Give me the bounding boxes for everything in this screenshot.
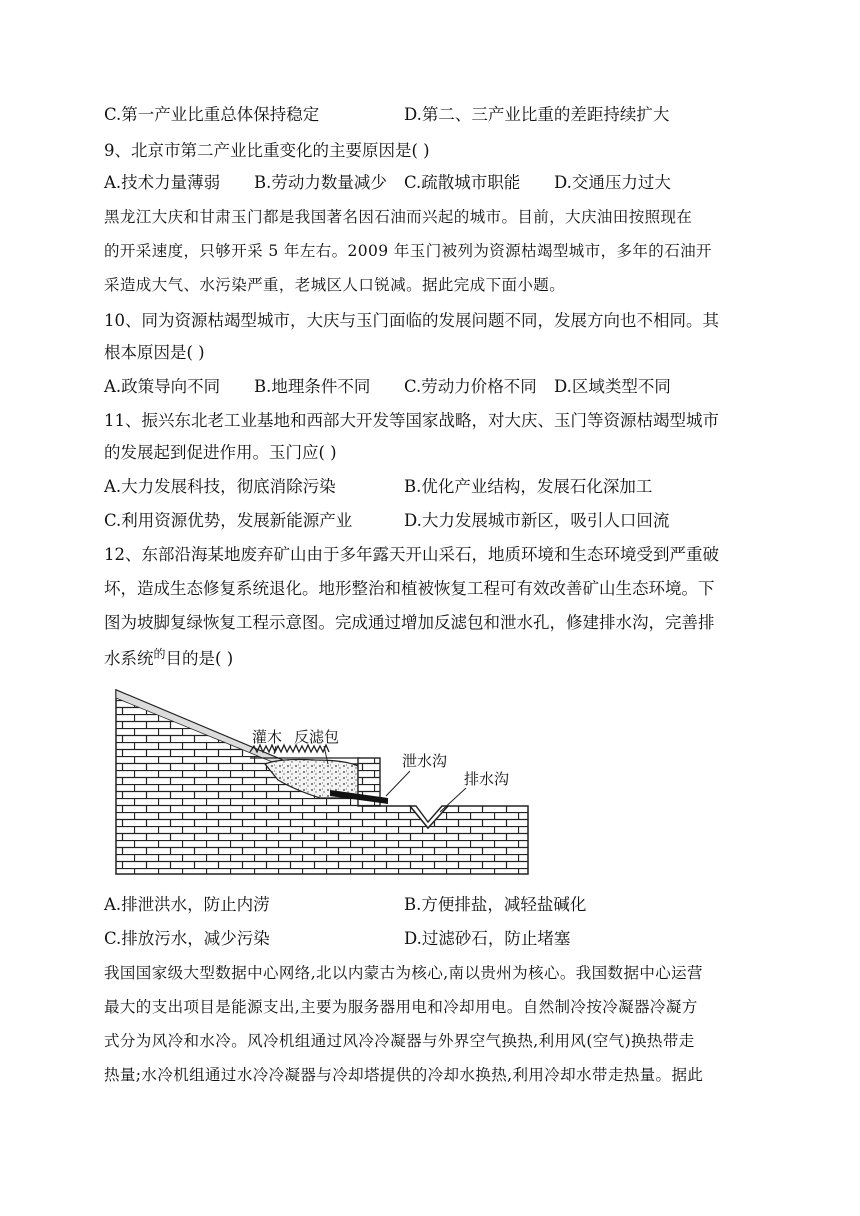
q12-stem-line: 12、东部沿海某地废弃矿山由于多年露天开山采石，地质环境和生态环境受到严重破 (104, 545, 719, 564)
q9-option-b: B.劳动力数量减少 (254, 173, 387, 192)
q10-stem-line: 根本原因是( ) (104, 343, 205, 362)
q12-option-d: D.过滤砂石，防止堵塞 (404, 929, 571, 948)
q11-option-a: A.大力发展科技，彻底消除污染 (104, 477, 336, 496)
passage2-line: 热量;水冷机组通过水冷冷凝器与冷却塔提供的冷却水换热,利用冷却水带走热量。据此 (104, 1066, 704, 1084)
q10-stem-line: 10、同为资源枯竭型城市，大庆与玉门面临的发展问题不同，发展方向也不相同。其 (104, 311, 719, 330)
label-drainage-ditch: 排水沟 (464, 770, 510, 788)
q11-option-c: C.利用资源优势，发展新能源产业 (104, 511, 353, 530)
q9-option-a: A.技术力量薄弱 (104, 173, 221, 192)
q8-option-d: D.第二、三产业比重的差距持续扩大 (404, 105, 670, 124)
q9-stem: 9、北京市第二产业比重变化的主要原因是( ) (104, 141, 430, 160)
passage1-line: 的开采速度，只够开采 5 年左右。2009 年玉门被列为资源枯竭型城市，多年的石油开 (104, 242, 712, 260)
q12-stem-line: 坏，造成生态修复系统退化。地形整治和植被恢复工程可有效改善矿山生态环境。下 (104, 579, 715, 598)
q11-option-d: D.大力发展城市新区，吸引人口回流 (404, 511, 670, 530)
q9-option-c: C.疏散城市职能 (404, 173, 521, 192)
passage1-line: 采造成大气、水污染严重，老城区人口锐减。据此完成下面小题。 (104, 276, 566, 294)
passage2-line: 我国国家级大型数据中心网络,北以内蒙古为核心,南以贵州为核心。我国数据中心运营 (104, 964, 703, 982)
q12-option-b: B.方便排盐，减轻盐碱化 (404, 895, 587, 914)
q10-option-c: C.劳动力价格不同 (404, 377, 537, 396)
shrub-icon (250, 745, 329, 752)
q12-option-a: A.排泄洪水，防止内涝 (104, 895, 270, 914)
passage2-line: 最大的支出项目是能源支出,主要为服务器用电和冷却用电。自然制冷按冷凝器冷凝方 (104, 998, 698, 1016)
slope-greening-diagram (110, 686, 530, 876)
q12-stem-line-last: 水系统$^的$目的是( ) (104, 647, 234, 668)
q9-option-d: D.交通压力过大 (554, 173, 671, 192)
label-shrub: 灌木 (252, 728, 283, 746)
label-filter-bag: 反滤包 (294, 728, 340, 746)
q10-option-a: A.政策导向不同 (104, 377, 221, 396)
q12-option-c: C.排放污水，减少污染 (104, 929, 270, 948)
q11-stem-line: 的发展起到促进作用。玉门应( ) (104, 443, 337, 462)
passage2-line: 式分为风冷和水冷。风冷机组通过风冷冷凝器与外界空气换热,利用风(空气)换热带走 (104, 1032, 695, 1050)
label-drain-hole: 泄水沟 (402, 752, 448, 770)
q11-stem-line: 11、振兴东北老工业基地和西部大开发等国家战略，对大庆、玉门等资源枯竭型城市 (104, 411, 719, 430)
q11-option-b: B.优化产业结构，发展石化深加工 (404, 477, 653, 496)
q10-option-b: B.地理条件不同 (254, 377, 371, 396)
q12-stem-line: 图为坡脚复绿恢复工程示意图。完成通过增加反滤包和泄水孔，修建排水沟，完善排 (104, 613, 715, 632)
q8-option-c: C.第一产业比重总体保持稳定 (104, 105, 320, 124)
q10-option-d: D.区域类型不同 (554, 377, 671, 396)
passage1-line: 黑龙江大庆和甘肃玉门都是我国著名因石油而兴起的城市。目前，大庆油田按照现在 (104, 208, 693, 226)
